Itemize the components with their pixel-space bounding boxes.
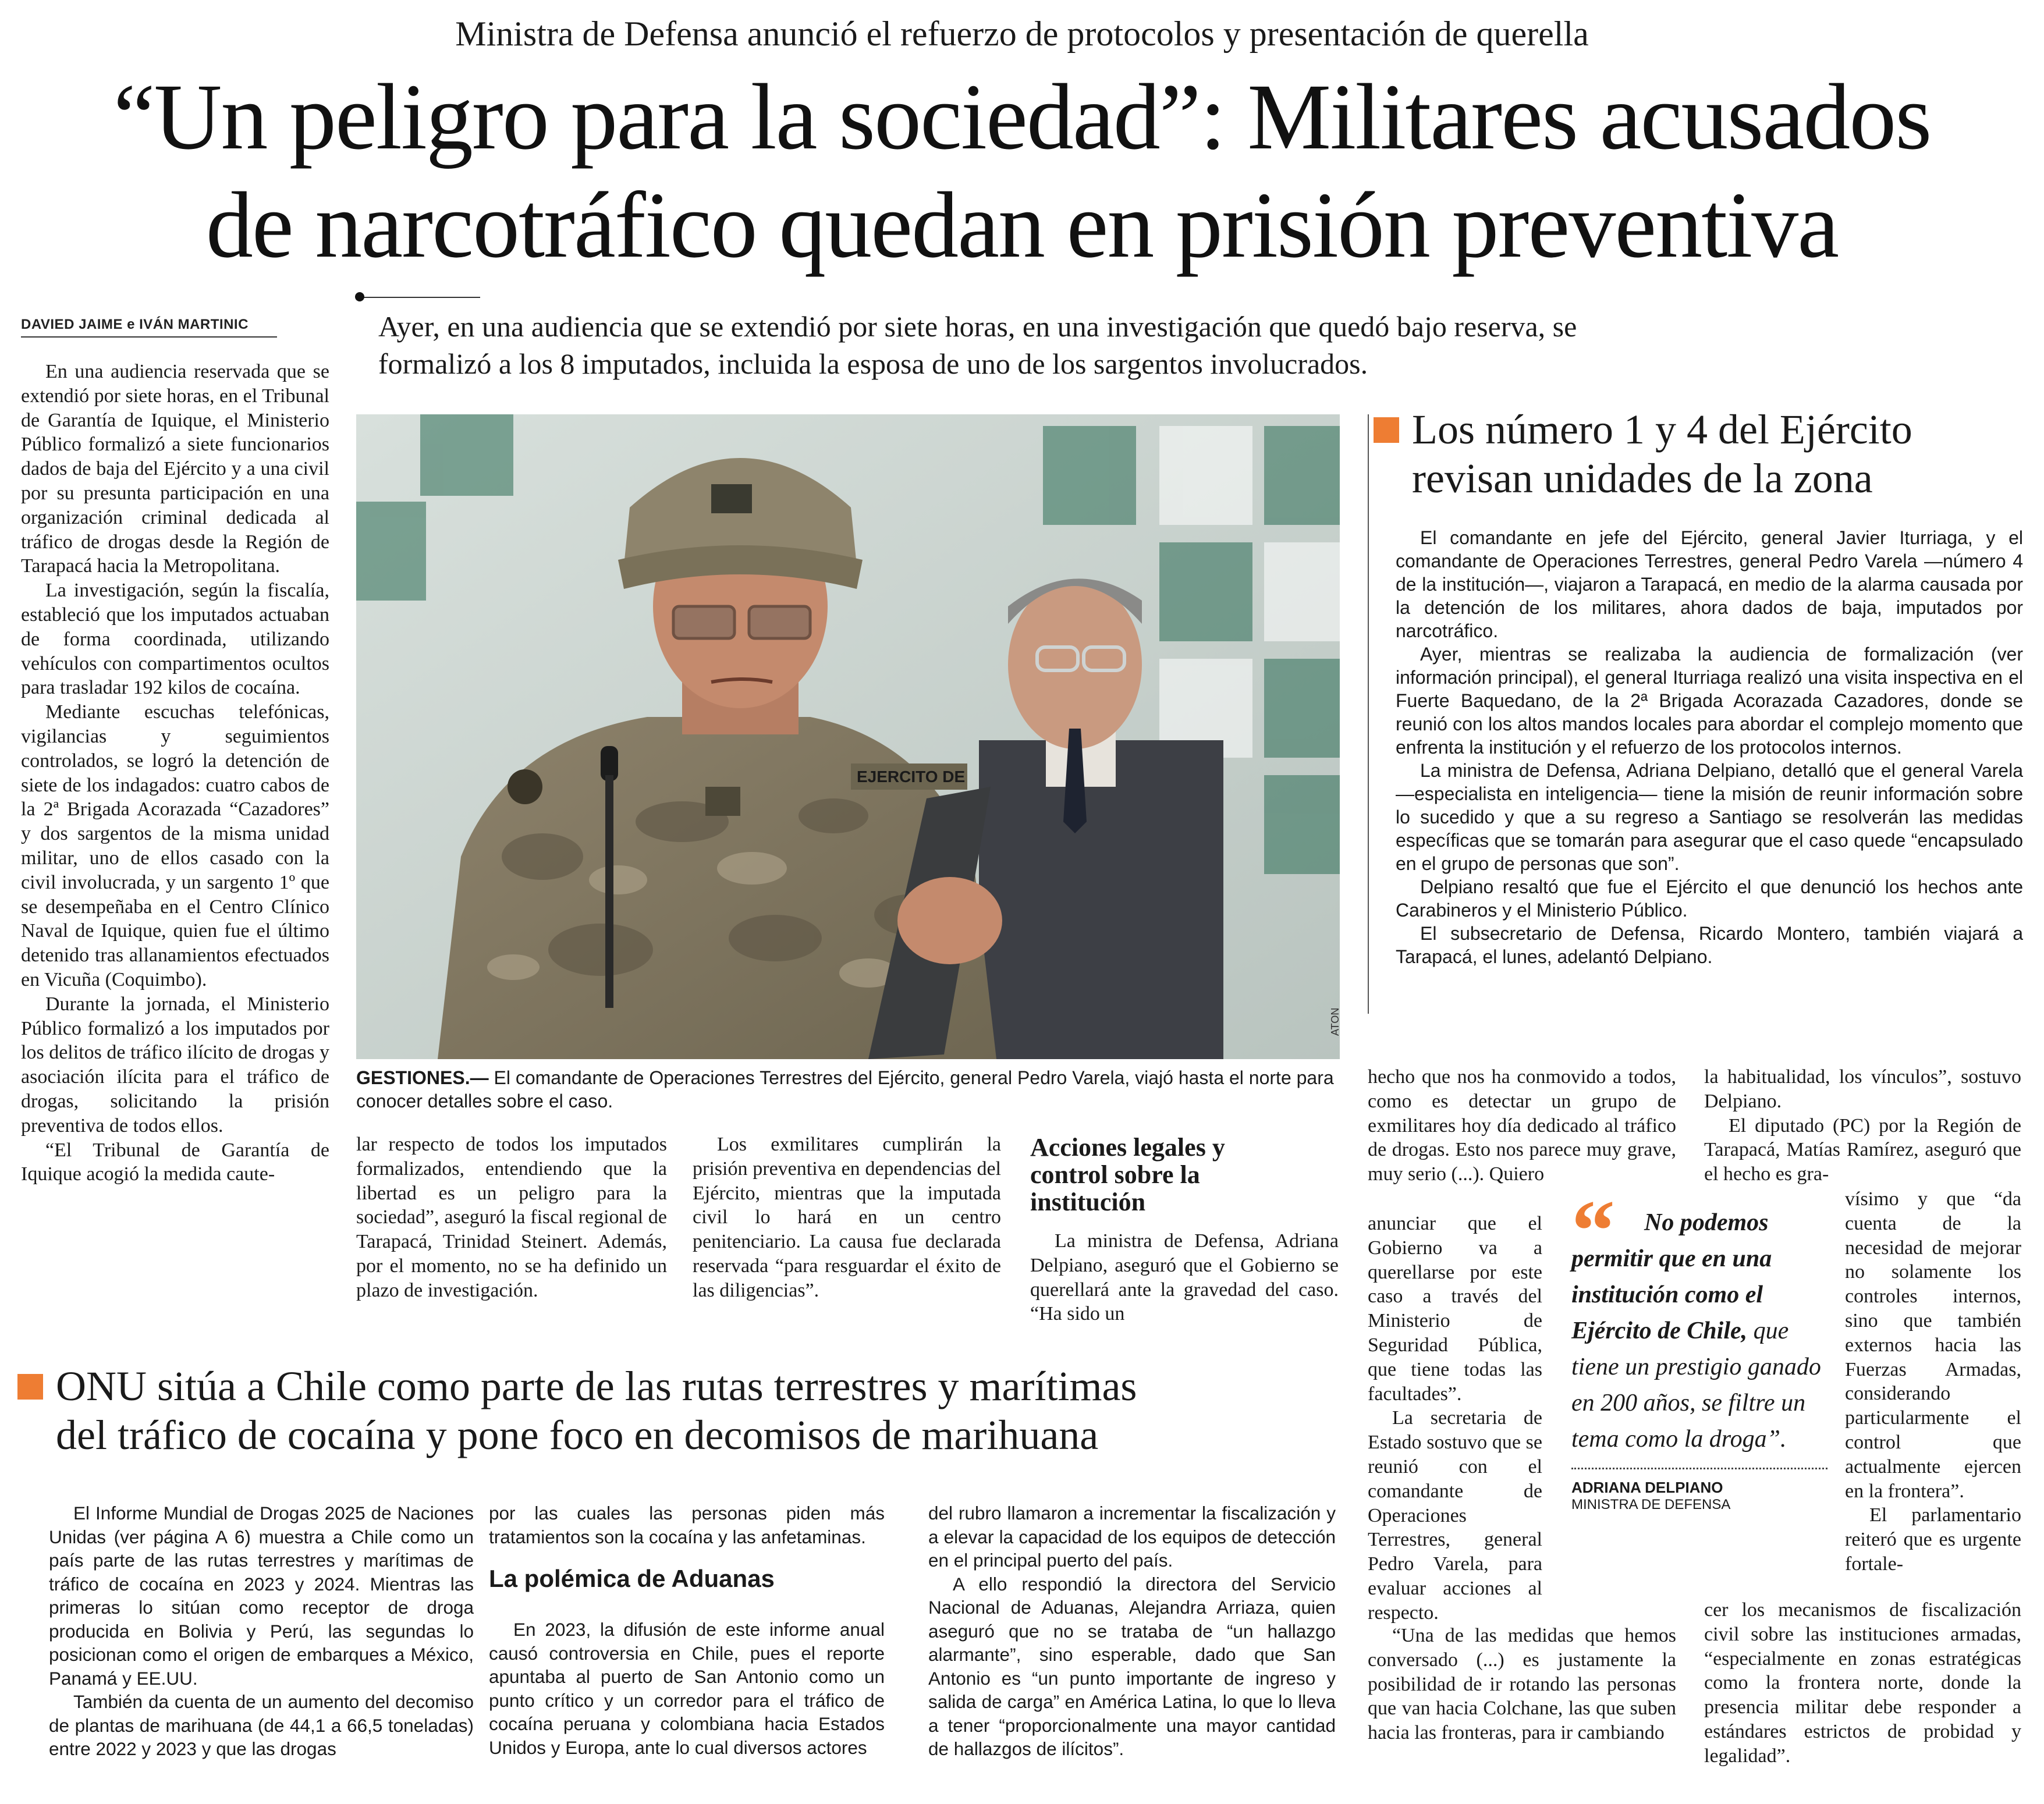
paragraph: La secretaria de Estado sostuvo que se reunió con el comandante de Operaciones Terrestres, general Pedro Varela, para evaluar acciones al respecto. — [1368, 1407, 1542, 1624]
pull-quote — [1571, 1182, 1827, 1513]
paragraph: En 2023, la difusión de este informe anual causó controversia en Chile, pues el reporte apuntaba al puerto de San Antonio como un punto crítico y un corredor para el tráfico de cocaína peruana y colombiana hacia Estados Unidos y Europa, ante lo cual diversos actores — [489, 1619, 885, 1758]
quote-mark-icon: “ — [1571, 1182, 1615, 1279]
onu-title — [17, 1362, 1350, 1459]
paragraph: hecho que nos ha conmovido a todos, como es detectar un grupo de exmilitares hoy día dedicado al tráfico de drogas. Esto nos parece muy grave, muy serio (...). Quiero — [1368, 1066, 1676, 1185]
paragraph: Ayer, mientras se realizaba la audiencia de formalización (ver información principal), el general Iturriaga realizó una visita inspectiva en el Fuerte Baquedano, de la 2ª Brigada Acorazada Cazadores, donde se reunió con los altos mandos locales para abordar el complejo momento que enfrenta la institución y el refuerzo de los protocolos internos. — [1396, 644, 2023, 758]
paragraph: Los exmilitares cumplirán la prisión preventiva en dependencias del Ejército, mientras que la imputada civil lo hará en un centro penitenciario. La causa fue declarada reservada “para resguardar el éxito de las diligencias”. — [693, 1134, 1001, 1301]
paragraph: También da cuenta de un aumento del decomiso de plantas de marihuana (de 44,1 a 66,5 toneladas) entre 2022 y 2023 y que las drogas — [49, 1691, 474, 1759]
lead-line-2: formalizó a los 8 imputados, incluida la esposa de uno de los sargentos involucrados. — [378, 347, 1368, 380]
quote-author: ADRIANA DELPIANO — [1571, 1479, 1723, 1496]
news-photo — [356, 414, 1340, 1059]
kicker: Ministra de Defensa anunció el refuerzo de protocolos y presentación de querella — [455, 15, 1589, 53]
uniform-name-tape: EJERCITO DE — [857, 768, 966, 786]
paragraph: En una audiencia reservada que se extendió por siete horas, en el Tribunal de Garantía de Iquique, el Ministerio Público formalizó a siete funcionarios dados de baja del Ejército y a una civil por su presunta participación en una organización criminal dedicada al tráfico de drogas desde la Región de Tarapacá hacia la Metropolitana. — [21, 361, 329, 577]
paragraph: La ministra de Defensa, Adriana Delpiano, detalló que el general Varela —especialista en inteligencia— tiene la misión de reunir información sobre lo sucedido y que a su regreso a Santiago se resolverán las medidas específicas que se tomarán para asegurar que el caso quede “encapsulado en el grupo de personas que son”. — [1396, 760, 2023, 874]
paragraph: El subsecretario de Defensa, Ricardo Montero, también viajará a Tarapacá, el lunes, adelantó Delpiano. — [1396, 923, 2023, 967]
paragraph: cer los mecanismos de fiscalización civil sobre las instituciones armadas, “especialmente en zonas estratégicas como la frontera norte, donde la presencia militar debe responder a estándares estrictos de probidad y legalidad”. — [1704, 1599, 2021, 1767]
paragraph: Mediante escuchas telefónicas, vigilancias y seguimientos controlados, se logró la detención de siete de los indagados: cuatro cabos de la 2ª Brigada Acorazada “Cazadores” y dos sargentos de la misma unidad militar, uno de ellos casado con la civil involucrada, y un sargento 1º que se desempeñaba en el Centro Clínico Naval de Iquique, quien fue el último detenido tras allanamientos efectuados en Vicuña (Coquimbo). — [21, 701, 329, 990]
paragraph: Durante la jornada, el Ministerio Público formalizó a los imputados por los delitos de tráfico ilícito de drogas y asociación ilícita para el tráfico de drogas, solicitando la prisión preventiva de todos ellos. — [21, 993, 329, 1137]
article-column-5-top — [1368, 1065, 1676, 1187]
sidebar-title — [1368, 405, 2044, 503]
onu-title-line-2: del tráfico de cocaína y pone foco en decomisos de marihuana — [56, 1412, 1099, 1458]
photo-illustration — [356, 414, 1340, 1059]
sidebar-title-line-1: Los número 1 y 4 del Ejército — [1374, 405, 2044, 454]
sidebar-rule — [1368, 414, 1369, 1014]
caption-text: El comandante de Operaciones Terrestres del Ejército, general Pedro Varela, viajó hasta el norte para conocer detalles sobre el caso. — [356, 1067, 1334, 1111]
paragraph: Delpiano resaltó que fue el Ejército el que denunció los hechos ante Carabineros y el Ministerio Público. — [1396, 876, 2023, 921]
article-column-3 — [693, 1132, 1001, 1303]
article-column-6-top — [1704, 1065, 2021, 1187]
paragraph: La ministra de Defensa, Adriana Delpiano, aseguró que el Gobierno se querellará ante la gravedad del caso. “Ha sido un — [1030, 1230, 1339, 1325]
photo-credit: ATON — [1329, 1007, 1341, 1036]
paragraph: “El Tribunal de Garantía de Iquique acogió la medida caute- — [21, 1139, 329, 1185]
headline-line-2: de narcotráfico quedan en prisión preventiva — [205, 173, 1839, 278]
paragraph: “Una de las medidas que hemos conversado (...) es justamente la posibilidad de ir rotando las personas que van hacia Colchane, las que suben hacia las fronteras, para ir cambiando — [1368, 1625, 1676, 1744]
sidebar-title-line-2: revisan unidades de la zona — [1412, 455, 1873, 502]
article-column-4 — [1030, 1229, 1339, 1326]
paragraph: por las cuales las personas piden más tratamientos son la cocaína y las anfetaminas. — [489, 1503, 885, 1547]
article-column-5-narrow — [1368, 1212, 1542, 1625]
paragraph: El comandante en jefe del Ejército, general Javier Iturriaga, y el comandante de Operaciones Terrestres, general Pedro Varela —número 4 de la institución—, viajaron a Tarapacá, en medio de la alarma causada por la detención de los militares, ahora dados de baja, imputados por narcotráfico. — [1396, 527, 2023, 641]
paragraph: la habitualidad, los vínculos”, sostuvo Delpiano. — [1704, 1066, 2021, 1112]
paragraph: La investigación, según la fiscalía, estableció que los imputados actuaban de forma coordinada, utilizando vehículos con compartimentos ocultos para trasladar 192 kilos de cocaína. — [21, 580, 329, 699]
onu-subhead-aduanas: La polémica de Aduanas — [489, 1565, 775, 1592]
paragraph: lar respecto de todos los imputados formalizados, entendiendo que la libertad es un peligro para la sociedad”, aseguró la fiscal regional de Tarapacá, Trinidad Steinert. Además, por el momento, no se ha definido un plazo de investigación. — [356, 1134, 667, 1301]
paragraph: El Informe Mundial de Drogas 2025 de Naciones Unidas (ver página A 6) muestra a Chile como un país parte de las rutas terrestres y marítimas de tráfico de cocaína en 2023 y 2024. Mientras las primeras lo sitúan como receptor de droga producida en Bolivia y Perú, las segundas lo posicionan como el origen de embarques a México, Panamá y EE.UU. — [49, 1503, 474, 1689]
paragraph: El parlamentario reiteró que es urgente fortale- — [1845, 1504, 2021, 1575]
paragraph: vísimo y que “da cuenta de la necesidad de mejorar no solamente los controles internos, sino que también externos hacia las Fuerzas Armadas, considerando particularmente el control que actualmente ejercen en la frontera”. — [1845, 1188, 2021, 1502]
onu-title-line-1: ONU sitúa a Chile como parte de las rutas terrestres y marítimas — [17, 1362, 1350, 1411]
quote-rule — [1571, 1468, 1827, 1469]
paragraph: El diputado (PC) por la Región de Tarapacá, Matías Ramírez, aseguró que el hecho es gra- — [1704, 1114, 2021, 1185]
onu-column-1 — [49, 1501, 474, 1761]
byline-rule — [21, 336, 277, 338]
article-column-6-bottom — [1704, 1598, 2021, 1769]
quote-text-bold: No podemos permitir que en una institución como el Ejército de Chile, — [1571, 1209, 1772, 1344]
lead-divider — [361, 297, 480, 298]
onu-column-2-bottom — [489, 1618, 885, 1759]
lead-line-1: Ayer, en una audiencia que se extendió por siete horas, en una investigación que quedó bajo reserva, se — [378, 310, 1577, 343]
onu-column-2-top — [489, 1501, 885, 1549]
article-column-6-narrow — [1845, 1187, 2021, 1576]
paragraph: del rubro llamaron a incrementar la fiscalización y a elevar la capacidad de los equipos de detección en el principal puerto del país. — [928, 1503, 1336, 1571]
paragraph: anunciar que el Gobierno va a querellarse por este caso a través del Ministerio de Seguridad Pública, que tiene todas las facultades”. — [1368, 1213, 1542, 1405]
quote-author-title: MINISTRA DE DEFENSA — [1571, 1497, 1731, 1512]
accent-square-icon — [1374, 417, 1399, 443]
quote-text-regular: que tiene un prestigio ganado en 200 años, se filtre un tema como la droga”. — [1571, 1318, 1821, 1453]
onu-column-3 — [928, 1501, 1336, 1761]
caption-label: GESTIONES.— — [356, 1067, 489, 1088]
photo-caption — [356, 1066, 1340, 1113]
paragraph: A ello respondió la directora del Servicio Nacional de Aduanas, Alejandra Arriaza, quien aseguró que no se trataba de “un hallazgo alarmante”, sino esperable, dado que San Antonio es “un punto importante de ingreso y salida de carga” en América Latina, lo que lo lleva a tener “proporcionalmente una mayor cantidad de hallazgos de ilícitos”. — [928, 1573, 1336, 1759]
sidebar-body — [1396, 526, 2023, 968]
accent-square-icon — [17, 1374, 43, 1400]
article-column-1 — [21, 360, 329, 1187]
subhead-acciones-legales: Acciones legales y control sobre la institución — [1030, 1133, 1225, 1216]
article-column-2 — [356, 1132, 667, 1303]
lead-divider-dot — [355, 292, 364, 301]
headline-line-1: “Un peligro para la sociedad”: Militares acusados — [113, 65, 1931, 169]
byline: DAVIED JAIME e IVÁN MARTINIC — [21, 317, 249, 332]
onu-box — [17, 1362, 1350, 1801]
article-column-5-bottom — [1368, 1624, 1676, 1745]
